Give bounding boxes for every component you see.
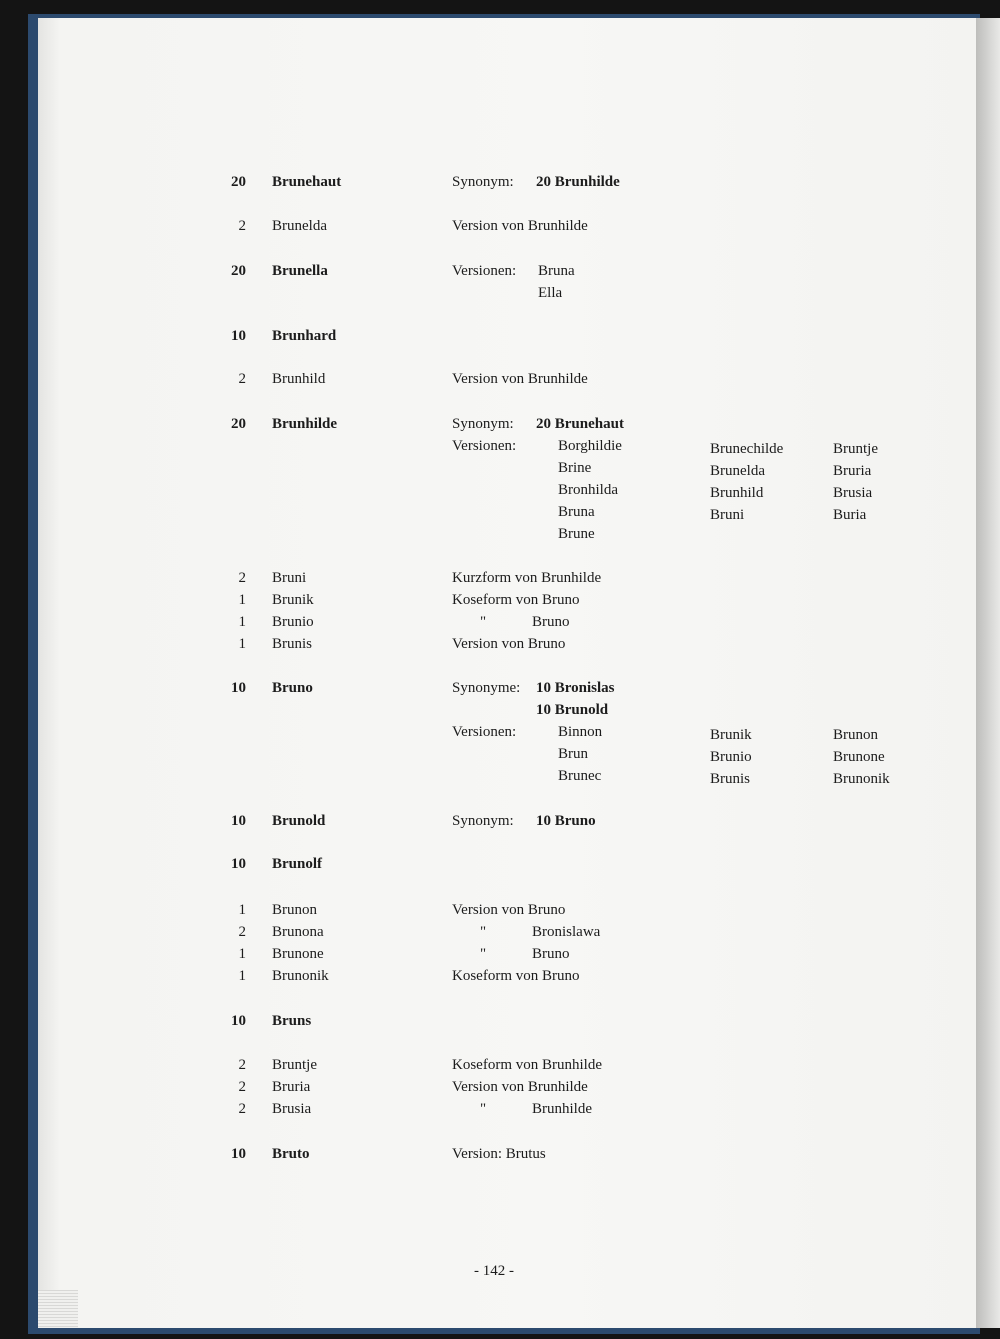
- version-name: Brun: [558, 746, 588, 762]
- entry-description: Version von Brunhilde: [452, 218, 588, 234]
- version-name: Brunis: [710, 771, 751, 787]
- entry-count: 2: [238, 570, 246, 586]
- version-name: Borghildie: [558, 438, 622, 454]
- version-name: Bruna: [538, 263, 575, 279]
- version-name: Buria: [833, 507, 867, 523]
- page-stack-edge: [38, 1290, 78, 1328]
- entry-name: Brunhilde: [272, 416, 338, 432]
- entry-count: 1: [238, 902, 246, 918]
- entry-count: 20: [231, 416, 246, 432]
- version-name: Brunec: [558, 768, 602, 784]
- entry-count: 2: [238, 218, 246, 234]
- entry-name: Brunehaut: [272, 174, 342, 190]
- entry-name: Brusia: [272, 1101, 312, 1117]
- entry-count: 1: [238, 636, 246, 652]
- entry-name: Bruni: [272, 570, 307, 586]
- entry-description: Bruno: [532, 614, 570, 630]
- entry-count: 10: [231, 1013, 246, 1029]
- synonym-ref: 10 Bronislas: [536, 680, 615, 696]
- version-name: Brunik: [710, 727, 752, 743]
- synonym-ref: 10 Brunold: [536, 702, 609, 718]
- entry-count: 1: [238, 614, 246, 630]
- entry-name: Brunolf: [272, 856, 323, 872]
- entry-label: Synonym:: [452, 416, 514, 432]
- entry-description: Kurzform von Brunhilde: [452, 570, 602, 586]
- entry-count: 2: [238, 924, 246, 940]
- entry-count: 2: [238, 1101, 246, 1117]
- version-name: Brine: [558, 460, 592, 476]
- entry-name: Brunhard: [272, 328, 337, 344]
- entry-label: Versionen:: [452, 724, 517, 740]
- entry-name: Brunella: [272, 263, 328, 279]
- entry-description: Koseform von Bruno: [452, 968, 580, 984]
- entry-name: Brunis: [272, 636, 313, 652]
- entry-description: Version von Brunhilde: [452, 371, 588, 387]
- entry-description: Bruno: [532, 946, 570, 962]
- entry-count: 10: [231, 328, 246, 344]
- entry-count: 10: [231, 813, 246, 829]
- version-name: Brunechilde: [710, 441, 784, 457]
- entry-count: 20: [231, 263, 246, 279]
- facing-page-edge: [976, 18, 1000, 1328]
- entry-description: Bronislawa: [532, 924, 601, 940]
- entry-label: Versionen:: [452, 438, 517, 454]
- version-name: Brunon: [833, 727, 878, 743]
- book-page: [38, 18, 976, 1328]
- entry-description: Version von Brunhilde: [452, 1079, 588, 1095]
- synonym-ref: 20 Brunhilde: [536, 174, 620, 190]
- version-name: Brunhild: [710, 485, 764, 501]
- entry-label: Synonyme:: [452, 680, 521, 696]
- version-name: Brunone: [833, 749, 885, 765]
- entry-count: 10: [231, 680, 246, 696]
- entry-count: 2: [238, 1057, 246, 1073]
- entry-count: 1: [238, 946, 246, 962]
- version-name: Bruria: [833, 463, 872, 479]
- entry-name: Bruntje: [272, 1057, 317, 1073]
- entry-name: Bruria: [272, 1079, 311, 1095]
- ditto-mark: ": [480, 1101, 487, 1117]
- entry-name: Bruto: [272, 1146, 310, 1162]
- entry-name: Bruns: [272, 1013, 312, 1029]
- entry-name: Brunonik: [272, 968, 329, 984]
- entry-name: Brunona: [272, 924, 324, 940]
- version-name: Ella: [538, 285, 563, 301]
- entry-name: Brunelda: [272, 218, 327, 234]
- entry-name: Brunio: [272, 614, 314, 630]
- version-name: Brusia: [833, 485, 873, 501]
- version-name: Brunio: [710, 749, 752, 765]
- entry-description: Koseform von Brunhilde: [452, 1057, 602, 1073]
- entry-name: Brunon: [272, 902, 317, 918]
- version-name: Brunelda: [710, 463, 765, 479]
- version-name: Brunonik: [833, 771, 890, 787]
- entry-count: 2: [238, 371, 246, 387]
- entry-label: Synonym:: [452, 174, 514, 190]
- entry-count: 1: [238, 592, 246, 608]
- entry-name: Brunhild: [272, 371, 326, 387]
- entry-description: Version: Brutus: [452, 1146, 546, 1162]
- entry-description: Version von Bruno: [452, 636, 566, 652]
- entry-count: 10: [231, 856, 246, 872]
- entry-count: 20: [231, 174, 246, 190]
- entry-count: 1: [238, 968, 246, 984]
- synonym-ref: 10 Bruno: [536, 813, 596, 829]
- entry-count: 10: [231, 1146, 246, 1162]
- ditto-mark: ": [480, 946, 487, 962]
- entry-name: Brunik: [272, 592, 314, 608]
- page-number: - 142 -: [474, 1263, 514, 1279]
- ditto-mark: ": [480, 924, 487, 940]
- entry-label: Synonym:: [452, 813, 514, 829]
- entry-description: Version von Bruno: [452, 902, 566, 918]
- version-name: Bruna: [558, 504, 595, 520]
- entry-description: Brunhilde: [532, 1101, 592, 1117]
- entry-name: Bruno: [272, 680, 313, 696]
- entry-count: 2: [238, 1079, 246, 1095]
- version-name: Bruntje: [833, 441, 878, 457]
- version-name: Brune: [558, 526, 595, 542]
- entry-description: Koseform von Bruno: [452, 592, 580, 608]
- version-name: Bruni: [710, 507, 745, 523]
- version-name: Bronhilda: [558, 482, 618, 498]
- synonym-ref: 20 Brunehaut: [536, 416, 624, 432]
- version-name: Binnon: [558, 724, 603, 740]
- entry-label: Versionen:: [452, 263, 517, 279]
- entry-name: Brunold: [272, 813, 326, 829]
- entry-name: Brunone: [272, 946, 324, 962]
- ditto-mark: ": [480, 614, 487, 630]
